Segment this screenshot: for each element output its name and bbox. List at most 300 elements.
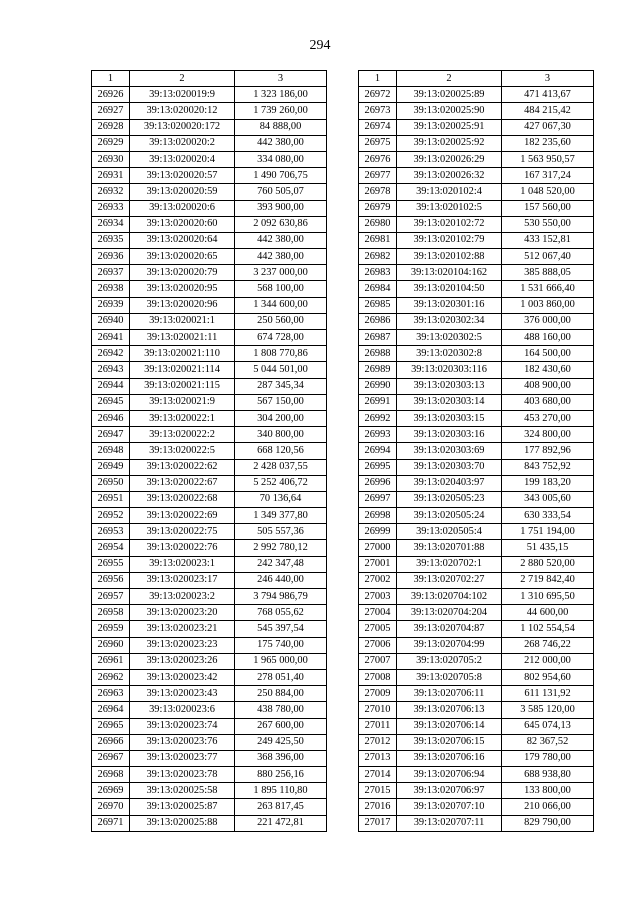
row-number-cell: 26948 [92, 443, 130, 459]
cadastral-number-cell: 39:13:020025:92 [397, 135, 502, 151]
table-row [359, 184, 594, 200]
value-cell: 2 719 842,40 [502, 572, 594, 588]
row-number-cell: 26928 [92, 119, 130, 135]
row-number-cell: 26997 [359, 491, 397, 507]
cadastral-number-cell: 39:13:020025:87 [130, 799, 235, 815]
value-cell: 82 367,52 [502, 734, 594, 750]
table-row [359, 767, 594, 783]
cadastral-number-cell: 39:13:020022:62 [130, 459, 235, 475]
table-row [92, 200, 327, 216]
table-row [359, 346, 594, 362]
value-cell: 250 884,00 [235, 686, 327, 702]
table-row [359, 540, 594, 556]
cadastral-number-cell: 39:13:020026:32 [397, 168, 502, 184]
cadastral-number-cell: 39:13:020704:102 [397, 589, 502, 605]
value-cell: 3 585 120,00 [502, 702, 594, 718]
row-number-cell: 26987 [359, 330, 397, 346]
cadastral-number-cell: 39:13:020020:57 [130, 168, 235, 184]
table-row [359, 605, 594, 621]
row-number-cell: 27003 [359, 589, 397, 605]
value-cell: 471 413,67 [502, 87, 594, 103]
value-cell: 688 938,80 [502, 767, 594, 783]
table-row [359, 524, 594, 540]
value-cell: 668 120,56 [235, 443, 327, 459]
cadastral-number-cell: 39:13:020023:1 [130, 556, 235, 572]
value-cell: 488 160,00 [502, 330, 594, 346]
value-cell: 5 044 501,00 [235, 362, 327, 378]
row-number-cell: 26998 [359, 508, 397, 524]
row-number-cell: 26988 [359, 346, 397, 362]
cadastral-number-cell: 39:13:020403:97 [397, 475, 502, 491]
table-row [359, 313, 594, 329]
row-number-cell: 26951 [92, 491, 130, 507]
row-number-cell: 26952 [92, 508, 130, 524]
cadastral-number-cell: 39:13:020022:75 [130, 524, 235, 540]
cadastral-number-cell: 39:13:020706:94 [397, 767, 502, 783]
table-row [359, 459, 594, 475]
value-cell: 210 066,00 [502, 799, 594, 815]
cadastral-number-cell: 39:13:020706:11 [397, 686, 502, 702]
value-cell: 70 136,64 [235, 491, 327, 507]
cadastral-number-cell: 39:13:020706:14 [397, 718, 502, 734]
value-cell: 442 380,00 [235, 135, 327, 151]
value-cell: 442 380,00 [235, 249, 327, 265]
cadastral-number-cell: 39:13:020023:74 [130, 718, 235, 734]
table-row [359, 87, 594, 103]
cadastral-number-cell: 39:13:020022:68 [130, 491, 235, 507]
table-row [92, 475, 327, 491]
cadastral-number-cell: 39:13:020021:114 [130, 362, 235, 378]
row-number-cell: 26974 [359, 119, 397, 135]
value-cell: 567 150,00 [235, 394, 327, 410]
row-number-cell: 26972 [359, 87, 397, 103]
cadastral-number-cell: 39:13:020020:6 [130, 200, 235, 216]
value-cell: 2 428 037,55 [235, 459, 327, 475]
column-header-3: 3 [235, 71, 327, 87]
cadastral-number-cell: 39:13:020702:27 [397, 572, 502, 588]
table-row [359, 265, 594, 281]
cadastral-number-cell: 39:13:020023:42 [130, 669, 235, 685]
cadastral-number-cell: 39:13:020020:79 [130, 265, 235, 281]
row-number-cell: 27006 [359, 637, 397, 653]
row-number-cell: 26941 [92, 330, 130, 346]
row-number-cell: 26973 [359, 103, 397, 119]
value-cell: 304 200,00 [235, 410, 327, 426]
row-number-cell: 27017 [359, 815, 397, 831]
table-row [92, 378, 327, 394]
table-row [92, 394, 327, 410]
cadastral-number-cell: 39:13:020505:23 [397, 491, 502, 507]
value-cell: 84 888,00 [235, 119, 327, 135]
row-number-cell: 26978 [359, 184, 397, 200]
row-number-cell: 27007 [359, 653, 397, 669]
cadastral-number-cell: 39:13:020707:10 [397, 799, 502, 815]
cadastral-number-cell: 39:13:020021:110 [130, 346, 235, 362]
value-cell: 250 560,00 [235, 313, 327, 329]
cadastral-number-cell: 39:13:020020:12 [130, 103, 235, 119]
cadastral-number-cell: 39:13:020021:115 [130, 378, 235, 394]
row-number-cell: 26967 [92, 750, 130, 766]
row-number-cell: 26950 [92, 475, 130, 491]
cadastral-number-cell: 39:13:020706:13 [397, 702, 502, 718]
table-row [359, 378, 594, 394]
row-number-cell: 27009 [359, 686, 397, 702]
table-row [92, 669, 327, 685]
table-row [92, 410, 327, 426]
row-number-cell: 26958 [92, 605, 130, 621]
cadastral-number-cell: 39:13:020025:89 [397, 87, 502, 103]
cadastral-number-cell: 39:13:020025:90 [397, 103, 502, 119]
value-cell: 368 396,00 [235, 750, 327, 766]
row-number-cell: 26936 [92, 249, 130, 265]
table-row [359, 216, 594, 232]
table-row [92, 750, 327, 766]
cadastral-number-cell: 39:13:020023:17 [130, 572, 235, 588]
cadastral-number-cell: 39:13:020102:72 [397, 216, 502, 232]
value-cell: 630 333,54 [502, 508, 594, 524]
row-number-cell: 26981 [359, 232, 397, 248]
table-row [359, 702, 594, 718]
table-row [359, 232, 594, 248]
value-cell: 1 323 186,00 [235, 87, 327, 103]
table-row [92, 605, 327, 621]
row-number-cell: 26933 [92, 200, 130, 216]
table-row [92, 621, 327, 637]
value-cell: 182 235,60 [502, 135, 594, 151]
table-row [359, 475, 594, 491]
row-number-cell: 26971 [92, 815, 130, 831]
table-row [92, 783, 327, 799]
left-table [91, 70, 327, 832]
table-row [359, 734, 594, 750]
cadastral-number-cell: 39:13:020019:9 [130, 87, 235, 103]
cadastral-number-cell: 39:13:020303:15 [397, 410, 502, 426]
value-cell: 287 345,34 [235, 378, 327, 394]
row-number-cell: 26934 [92, 216, 130, 232]
cadastral-number-cell: 39:13:020025:58 [130, 783, 235, 799]
cadastral-number-cell: 39:13:020023:20 [130, 605, 235, 621]
table-row [359, 103, 594, 119]
value-cell: 427 067,30 [502, 119, 594, 135]
table-row [92, 767, 327, 783]
cadastral-number-cell: 39:13:020025:88 [130, 815, 235, 831]
row-number-cell: 26983 [359, 265, 397, 281]
cadastral-number-cell: 39:13:020021:9 [130, 394, 235, 410]
value-cell: 453 270,00 [502, 410, 594, 426]
table-row [92, 346, 327, 362]
table-row [92, 718, 327, 734]
table-row [359, 621, 594, 637]
cadastral-number-cell: 39:13:020701:88 [397, 540, 502, 556]
row-number-cell: 26977 [359, 168, 397, 184]
table-row [92, 815, 327, 831]
row-number-cell: 26966 [92, 734, 130, 750]
table-row [359, 637, 594, 653]
row-number-cell: 26947 [92, 427, 130, 443]
value-cell: 249 425,50 [235, 734, 327, 750]
cadastral-number-cell: 39:13:020303:69 [397, 443, 502, 459]
row-number-cell: 27002 [359, 572, 397, 588]
table-row [92, 637, 327, 653]
table-row [92, 702, 327, 718]
row-number-cell: 26940 [92, 313, 130, 329]
left-table-body [92, 87, 327, 832]
cadastral-number-cell: 39:13:020023:2 [130, 589, 235, 605]
cadastral-number-cell: 39:13:020705:8 [397, 669, 502, 685]
row-number-cell: 26963 [92, 686, 130, 702]
table-row [92, 265, 327, 281]
column-header-2: 2 [130, 71, 235, 87]
table-row [92, 232, 327, 248]
header-row [359, 71, 594, 87]
cadastral-number-cell: 39:13:020302:5 [397, 330, 502, 346]
value-cell: 403 680,00 [502, 394, 594, 410]
value-cell: 1 344 600,00 [235, 297, 327, 313]
cadastral-number-cell: 39:13:020023:21 [130, 621, 235, 637]
value-cell: 438 780,00 [235, 702, 327, 718]
cadastral-number-cell: 39:13:020020:2 [130, 135, 235, 151]
row-number-cell: 26996 [359, 475, 397, 491]
row-number-cell: 26964 [92, 702, 130, 718]
value-cell: 242 347,48 [235, 556, 327, 572]
table-row [359, 330, 594, 346]
value-cell: 267 600,00 [235, 718, 327, 734]
cadastral-number-cell: 39:13:020301:16 [397, 297, 502, 313]
cadastral-number-cell: 39:13:020102:5 [397, 200, 502, 216]
row-number-cell: 27008 [359, 669, 397, 685]
cadastral-number-cell: 39:13:020303:16 [397, 427, 502, 443]
table-row [359, 394, 594, 410]
cadastral-number-cell: 39:13:020020:59 [130, 184, 235, 200]
value-cell: 263 817,45 [235, 799, 327, 815]
cadastral-number-cell: 39:13:020303:13 [397, 378, 502, 394]
row-number-cell: 27000 [359, 540, 397, 556]
value-cell: 1 895 110,80 [235, 783, 327, 799]
cadastral-number-cell: 39:13:020020:95 [130, 281, 235, 297]
row-number-cell: 26962 [92, 669, 130, 685]
table-row [92, 313, 327, 329]
table-row [359, 297, 594, 313]
value-cell: 1 808 770,86 [235, 346, 327, 362]
value-cell: 1 563 950,57 [502, 151, 594, 167]
cadastral-number-cell: 39:13:020704:99 [397, 637, 502, 653]
table-row [92, 216, 327, 232]
table-row [92, 540, 327, 556]
table-row [92, 459, 327, 475]
cadastral-number-cell: 39:13:020505:4 [397, 524, 502, 540]
table-row [359, 168, 594, 184]
row-number-cell: 27015 [359, 783, 397, 799]
table-row [359, 653, 594, 669]
table-row [92, 297, 327, 313]
table-row [359, 556, 594, 572]
cadastral-number-cell: 39:13:020025:91 [397, 119, 502, 135]
row-number-cell: 26968 [92, 767, 130, 783]
table-row [92, 184, 327, 200]
row-number-cell: 26953 [92, 524, 130, 540]
value-cell: 385 888,05 [502, 265, 594, 281]
row-number-cell: 26991 [359, 394, 397, 410]
row-number-cell: 26931 [92, 168, 130, 184]
table-row [359, 589, 594, 605]
table-row [359, 799, 594, 815]
value-cell: 1 965 000,00 [235, 653, 327, 669]
value-cell: 2 992 780,12 [235, 540, 327, 556]
row-number-cell: 26927 [92, 103, 130, 119]
cadastral-number-cell: 39:13:020102:4 [397, 184, 502, 200]
right-table [358, 70, 594, 832]
row-number-cell: 27004 [359, 605, 397, 621]
row-number-cell: 26985 [359, 297, 397, 313]
row-number-cell: 26946 [92, 410, 130, 426]
table-row [92, 427, 327, 443]
value-cell: 199 183,20 [502, 475, 594, 491]
value-cell: 177 892,96 [502, 443, 594, 459]
value-cell: 182 430,60 [502, 362, 594, 378]
row-number-cell: 26930 [92, 151, 130, 167]
cadastral-number-cell: 39:13:020102:88 [397, 249, 502, 265]
value-cell: 611 131,92 [502, 686, 594, 702]
table-row [359, 750, 594, 766]
value-cell: 1 531 666,40 [502, 281, 594, 297]
value-cell: 645 074,13 [502, 718, 594, 734]
row-number-cell: 27013 [359, 750, 397, 766]
value-cell: 530 550,00 [502, 216, 594, 232]
cadastral-number-cell: 39:13:020020:65 [130, 249, 235, 265]
row-number-cell: 26929 [92, 135, 130, 151]
cadastral-number-cell: 39:13:020022:69 [130, 508, 235, 524]
row-number-cell: 26956 [92, 572, 130, 588]
cadastral-number-cell: 39:13:020706:16 [397, 750, 502, 766]
value-cell: 393 900,00 [235, 200, 327, 216]
table-row [359, 135, 594, 151]
value-cell: 674 728,00 [235, 330, 327, 346]
value-cell: 2 880 520,00 [502, 556, 594, 572]
value-cell: 212 000,00 [502, 653, 594, 669]
table-row [359, 249, 594, 265]
value-cell: 221 472,81 [235, 815, 327, 831]
right-table-body [359, 87, 594, 832]
row-number-cell: 26989 [359, 362, 397, 378]
cadastral-number-cell: 39:13:020705:2 [397, 653, 502, 669]
row-number-cell: 26990 [359, 378, 397, 394]
row-number-cell: 26926 [92, 87, 130, 103]
cadastral-number-cell: 39:13:020020:64 [130, 232, 235, 248]
cadastral-number-cell: 39:13:020303:14 [397, 394, 502, 410]
cadastral-number-cell: 39:13:020023:77 [130, 750, 235, 766]
value-cell: 376 000,00 [502, 313, 594, 329]
value-cell: 545 397,54 [235, 621, 327, 637]
table-row [359, 443, 594, 459]
table-row [92, 734, 327, 750]
value-cell: 512 067,40 [502, 249, 594, 265]
table-row [92, 686, 327, 702]
row-number-cell: 26992 [359, 410, 397, 426]
table-row [92, 281, 327, 297]
row-number-cell: 26955 [92, 556, 130, 572]
row-number-cell: 26957 [92, 589, 130, 605]
header-row [92, 71, 327, 87]
value-cell: 843 752,92 [502, 459, 594, 475]
value-cell: 880 256,16 [235, 767, 327, 783]
value-cell: 51 435,15 [502, 540, 594, 556]
column-header-1: 1 [359, 71, 397, 87]
value-cell: 268 746,22 [502, 637, 594, 653]
table-row [92, 119, 327, 135]
value-cell: 157 560,00 [502, 200, 594, 216]
row-number-cell: 26961 [92, 653, 130, 669]
page-number: 294 [309, 38, 331, 53]
cadastral-number-cell: 39:13:020020:4 [130, 151, 235, 167]
row-number-cell: 26938 [92, 281, 130, 297]
cadastral-number-cell: 39:13:020303:116 [397, 362, 502, 378]
table-row [359, 815, 594, 831]
table-row [92, 572, 327, 588]
value-cell: 1 751 194,00 [502, 524, 594, 540]
cadastral-number-cell: 39:13:020022:76 [130, 540, 235, 556]
row-number-cell: 26993 [359, 427, 397, 443]
row-number-cell: 26949 [92, 459, 130, 475]
table-row [359, 491, 594, 507]
cadastral-number-cell: 39:13:020302:8 [397, 346, 502, 362]
cadastral-number-cell: 39:13:020022:1 [130, 410, 235, 426]
row-number-cell: 26982 [359, 249, 397, 265]
cadastral-number-cell: 39:13:020704:204 [397, 605, 502, 621]
value-cell: 484 215,42 [502, 103, 594, 119]
table-row [92, 249, 327, 265]
cadastral-number-cell: 39:13:020023:78 [130, 767, 235, 783]
table-row [359, 783, 594, 799]
table-row [92, 168, 327, 184]
row-number-cell: 26954 [92, 540, 130, 556]
cadastral-number-cell: 39:13:020020:60 [130, 216, 235, 232]
table-row [92, 151, 327, 167]
row-number-cell: 26969 [92, 783, 130, 799]
row-number-cell: 26932 [92, 184, 130, 200]
cadastral-number-cell: 39:13:020022:67 [130, 475, 235, 491]
row-number-cell: 26942 [92, 346, 130, 362]
value-cell: 3 237 000,00 [235, 265, 327, 281]
cadastral-number-cell: 39:13:020023:26 [130, 653, 235, 669]
value-cell: 44 600,00 [502, 605, 594, 621]
value-cell: 1 349 377,80 [235, 508, 327, 524]
value-cell: 324 800,00 [502, 427, 594, 443]
row-number-cell: 27010 [359, 702, 397, 718]
cadastral-number-cell: 39:13:020023:43 [130, 686, 235, 702]
value-cell: 768 055,62 [235, 605, 327, 621]
table-row [359, 427, 594, 443]
cadastral-number-cell: 39:13:020704:87 [397, 621, 502, 637]
row-number-cell: 26937 [92, 265, 130, 281]
table-row [92, 556, 327, 572]
table-row [92, 362, 327, 378]
value-cell: 1 490 706,75 [235, 168, 327, 184]
value-cell: 334 080,00 [235, 151, 327, 167]
table-row [359, 151, 594, 167]
cadastral-number-cell: 39:13:020102:79 [397, 232, 502, 248]
row-number-cell: 26999 [359, 524, 397, 540]
cadastral-number-cell: 39:13:020104:50 [397, 281, 502, 297]
value-cell: 133 800,00 [502, 783, 594, 799]
row-number-cell: 27011 [359, 718, 397, 734]
row-number-cell: 26986 [359, 313, 397, 329]
row-number-cell: 26995 [359, 459, 397, 475]
value-cell: 246 440,00 [235, 572, 327, 588]
value-cell: 175 740,00 [235, 637, 327, 653]
row-number-cell: 26945 [92, 394, 130, 410]
value-cell: 408 900,00 [502, 378, 594, 394]
value-cell: 1 310 695,50 [502, 589, 594, 605]
